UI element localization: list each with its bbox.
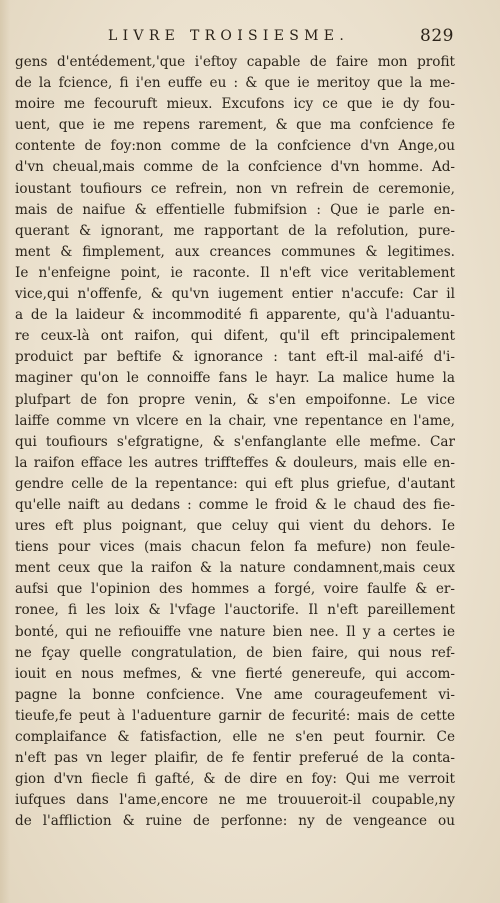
text-line: ment & fimplement, aux creances communes & legitimes. [15, 243, 455, 260]
text-line: gendre celle de la repentance: qui eft plus griefue, d'autant [15, 475, 455, 492]
text-line: n'eft pas vn leger plaifir, de fe fentir preferué de la conta- [15, 750, 455, 767]
text-line: de la fcience, fi i'en euffe eu : & que ie meritoy que la me- [15, 75, 455, 92]
text-line: ne fçay quelle congratulation, de bien faire, qui nous ref- [15, 644, 455, 661]
text-line: qui toufiours s'efgratigne, & s'enfanglante elle mefme. Car [15, 433, 455, 450]
text-line: ures eft plus poignant, que celuy qui vient du dehors. Ie [15, 518, 455, 535]
running-title: LIVRE TROISIESME. [108, 28, 350, 44]
text-line: d'vn cheual,mais comme de la confcience d'vn homme. Ad- [15, 159, 455, 176]
text-line: contente de foy:non comme de la confcience d'vn Ange,ou [15, 138, 455, 155]
text-line: Ie n'enfeigne point, ie raconte. Il n'eft vice veritablement [15, 264, 455, 281]
text-line: complaifance & fatisfaction, elle ne s'en peut fournir. Ce [15, 729, 455, 745]
text-line: iufques dans l'ame,encore ne me trouueroit-il coupable,ny [15, 792, 455, 809]
text-line: bonté, qui ne refiouiffe vne nature bien nee. Il y a certes ie [15, 623, 455, 640]
text-line: de l'affliction & ruine de perfonne: ny de vengeance ou [15, 813, 455, 830]
text-line: a de la laideur & incommodité fi apparente, qu'à l'aduantu- [15, 307, 455, 324]
text-line: gens d'entédement,'que i'eftoy capable de faire mon profit [15, 54, 455, 70]
text-line: querant & ignorant, me rapportant de la refolution, pure- [15, 222, 455, 239]
page-number: 829 [420, 26, 454, 46]
body-text [15, 52, 455, 832]
text-line: la raifon efface les autres triffteffes & douleurs, mais elle en- [15, 454, 455, 471]
text-line: pagne la bonne confcience. Vne ame courageufement vi- [15, 686, 455, 703]
text-line: qu'elle naift au dedans : comme le froid & le chaud des fie- [15, 496, 455, 513]
text-line: plufpart de fon propre venin, & s'en empoifonne. Le vice [15, 391, 455, 408]
page-header [0, 24, 500, 50]
text-line: ioustant toufiours ce refrein, non vn refrein de ceremonie, [15, 180, 455, 197]
text-line: ment ceux que la raifon & la nature condamnent,mais ceux [15, 560, 455, 577]
text-line: iouit en nous mefmes, & vne fierté genereufe, qui accom- [15, 665, 455, 682]
text-line: laiffe comme vn vlcere en la chair, vne repentance en l'ame, [15, 412, 455, 429]
text-line: vice,qui n'offenfe, & qu'vn iugement entier n'accufe: Car il [15, 286, 455, 303]
text-line: moire me fecouruft mieux. Excufons icy ce que ie dy fou- [15, 96, 455, 113]
text-line: tiens pour vices (mais chacun felon fa mefure) non feule- [15, 539, 455, 556]
page-gutter-shadow [0, 0, 10, 903]
text-line: maginer qu'on le connoiffe fans le hayr. La malice hume la [15, 370, 455, 387]
text-line: ronee, fi les loix & l'vfage l'auctorife. Il n'eft pareillement [15, 602, 455, 619]
text-line: tieufe,fe peut à l'aduenture garnir de fecurité: mais de cette [15, 707, 455, 724]
text-line: uent, que ie me repens rarement, & que ma confcience fe [15, 117, 455, 134]
text-line: produict par beftife & ignorance : tant eft-il mal-aifé d'i- [15, 349, 455, 366]
text-line: re ceux-là ont raifon, qui difent, qu'il eft principalement [15, 328, 455, 345]
text-line: aufsi que l'opinion des hommes a forgé, voire faulfe & er- [15, 581, 455, 598]
text-line: gion d'vn fiecle fi gafté, & de dire en foy: Qui me verroit [15, 771, 455, 788]
text-line: mais de naifue & effentielle fubmifsion : Que ie parle en- [15, 201, 455, 218]
